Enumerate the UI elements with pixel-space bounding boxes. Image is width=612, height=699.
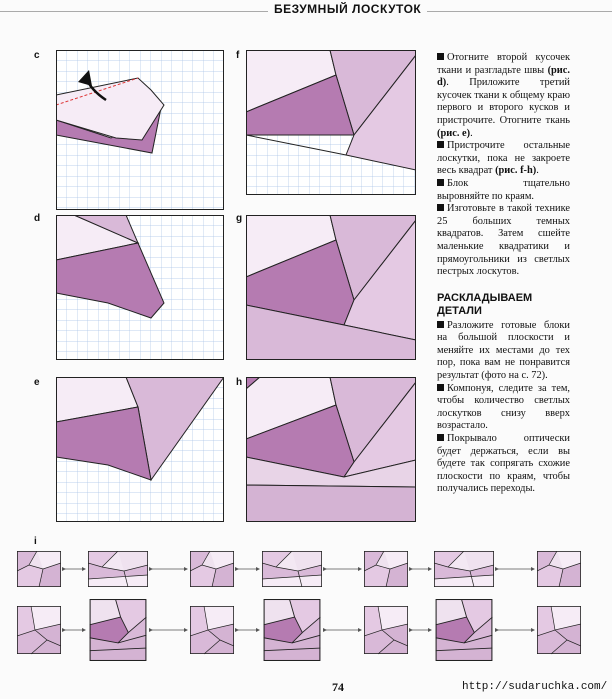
diagram-g (246, 215, 416, 360)
paragraph-6: Компонуя, следите за тем, чтобы количество светлых лоскутков снизу вверх возрастало. (437, 382, 570, 432)
panel-label-d: d (34, 213, 41, 224)
bullet-square-icon (437, 434, 444, 441)
panel-label-e: e (34, 377, 40, 388)
panel-label-h: h (236, 377, 243, 388)
panel-label-c: c (34, 50, 40, 61)
panel-label-f: f (236, 50, 240, 61)
blocks-layout-diagram (0, 536, 612, 676)
diagram-c (56, 50, 224, 210)
diagram-f (246, 50, 416, 195)
paragraph-5: Разложите готовые блоки на большой плоскости и меняйте их местами до тех пор, пока вам не понравится результат (фото на с. 72). (437, 319, 570, 382)
instructions-column (437, 52, 570, 496)
bullet-square-icon (437, 384, 444, 391)
page-header (0, 0, 612, 24)
source-watermark: http://sudaruchka.com/ (462, 681, 608, 693)
paragraph-3: Блок тщательно выровняйте по краям. (437, 177, 570, 202)
section-title: РАСКЛАДЫВАЕМ ДЕТАЛИ (437, 291, 533, 317)
bullet-square-icon (437, 53, 444, 60)
diagram-d (56, 215, 224, 360)
page-title: БЕЗУМНЫЙ ЛОСКУТОК (268, 2, 427, 16)
page-number: 74 (332, 680, 344, 694)
bullet-square-icon (437, 204, 444, 211)
bullet-square-icon (437, 179, 444, 186)
diagram-e (56, 377, 224, 522)
panel-label-g: g (236, 213, 243, 224)
paragraph-1: Отогните второй кусочек ткани и разгладьте швы (рис. d). Приложите третий кусочек ткани к общему краю первого и второго кусков и пристрочите. Отогните ткань (рис. e). (437, 52, 570, 139)
diagram-h (246, 377, 416, 522)
paragraph-7: Покрывало оптически будет держаться, если вы будете так сопрягать схожие плоскости по краям, чтобы получались переходы. (437, 433, 570, 495)
panel-label-i: i (34, 536, 37, 547)
bullet-square-icon (437, 141, 444, 148)
bullet-square-icon (437, 321, 444, 328)
paragraph-4: Изготовьте в такой технике 25 больших темных квадратов. Затем сшейте маленькие квадратики и прямоугольники из светлых пестрых лоскутов. (437, 203, 570, 278)
paragraph-2: Пристрочите остальные лоскутки, пока не закроете весь квадрат (рис. f-h). (437, 140, 570, 177)
